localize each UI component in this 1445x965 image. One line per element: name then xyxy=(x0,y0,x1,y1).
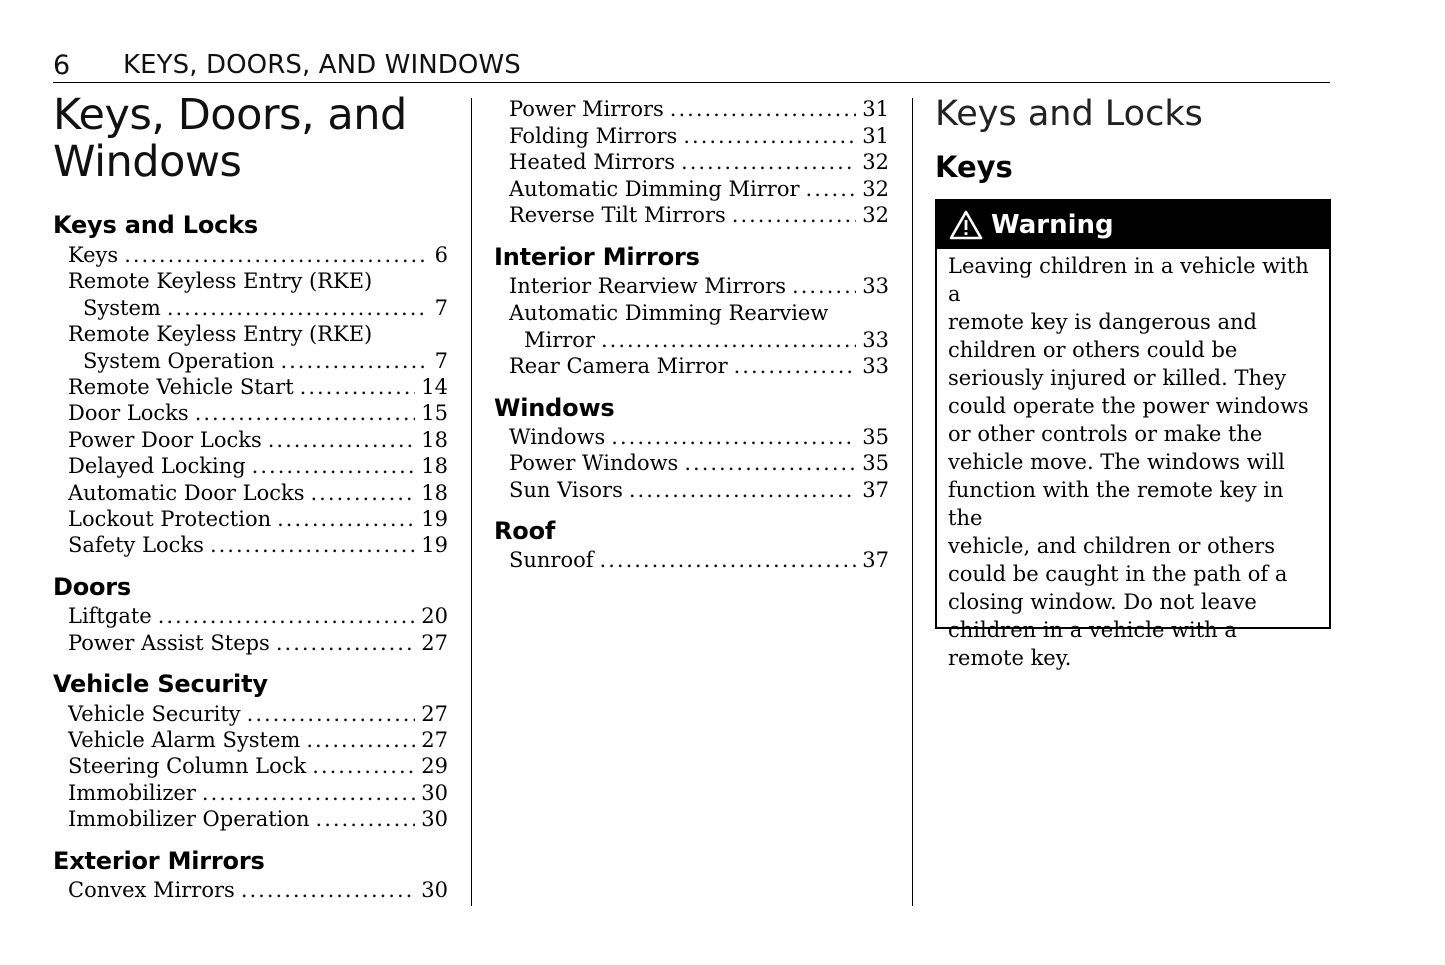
toc-heading-windows: Windows xyxy=(494,394,615,422)
leader-dots xyxy=(681,149,856,175)
leader-dots xyxy=(684,450,856,476)
leader-dots xyxy=(241,877,415,903)
leader-dots xyxy=(312,753,415,779)
warning-label: Warning xyxy=(991,210,1114,240)
leader-dots xyxy=(601,327,856,353)
toc-heading-vehicle-security: Vehicle Security xyxy=(53,670,268,698)
leader-dots xyxy=(732,202,857,228)
leader-dots xyxy=(158,603,416,629)
toc-heading-doors: Doors xyxy=(53,573,132,601)
section-title: Keys and Locks xyxy=(935,94,1203,134)
leader-dots xyxy=(311,480,416,506)
toc-heading-roof: Roof xyxy=(494,517,556,545)
leader-dots xyxy=(268,427,416,453)
toc-heading-keys-and-locks: Keys and Locks xyxy=(53,211,259,239)
warning-header xyxy=(937,201,1329,249)
running-chapter-title: KEYS, DOORS, AND WINDOWS xyxy=(123,50,521,80)
toc-heading-interior-mirrors: Interior Mirrors xyxy=(494,243,700,271)
leader-dots xyxy=(167,295,429,321)
toc-entry[interactable]: Automatic Dimming Rearview Mirror ..... 33 xyxy=(509,300,889,353)
leader-dots xyxy=(247,701,416,727)
leader-dots xyxy=(277,506,415,532)
warning-triangle-icon xyxy=(949,210,983,240)
toc-heading-exterior-mirrors: Exterior Mirrors xyxy=(53,847,265,875)
leader-dots xyxy=(252,453,416,479)
leader-dots xyxy=(670,96,856,122)
leader-dots xyxy=(629,477,856,503)
leader-dots xyxy=(276,630,415,656)
toc-entry[interactable]: Remote Keyless Entry (RKE) System Operation ..... 7 xyxy=(68,321,448,374)
column-divider xyxy=(912,98,913,906)
running-header xyxy=(53,46,1330,83)
warning-box xyxy=(935,199,1331,670)
leader-dots xyxy=(124,242,428,268)
leader-dots xyxy=(611,424,856,450)
leader-dots xyxy=(316,806,416,832)
leader-dots xyxy=(806,176,857,202)
leader-dots xyxy=(306,727,415,753)
leader-dots xyxy=(280,348,428,374)
leader-dots xyxy=(734,353,857,379)
leader-dots xyxy=(210,532,415,558)
leader-dots xyxy=(792,273,856,299)
warning-text: Leaving children in a vehicle with a remote key is dangerous and children or others could be seriously injured or killed. They could operate the power windows or other controls or make the vehicle move. The windows will function with the remote key in the vehicle, and children or others could be caught in the path of a closing window. Do not leave children in a vehicle with a remote key. xyxy=(948,254,1309,670)
subsection-title: Keys xyxy=(935,150,1013,184)
leader-dots xyxy=(600,547,857,573)
leader-dots xyxy=(202,780,415,806)
chapter-title: Keys, Doors, and Windows xyxy=(53,90,407,187)
page-number: 6 xyxy=(53,50,71,81)
leader-dots xyxy=(683,123,856,149)
leader-dots xyxy=(300,374,416,400)
leader-dots xyxy=(195,400,416,426)
column-divider xyxy=(471,98,472,906)
toc-entry[interactable]: Remote Keyless Entry (RKE) System ..... 7 xyxy=(68,268,448,321)
